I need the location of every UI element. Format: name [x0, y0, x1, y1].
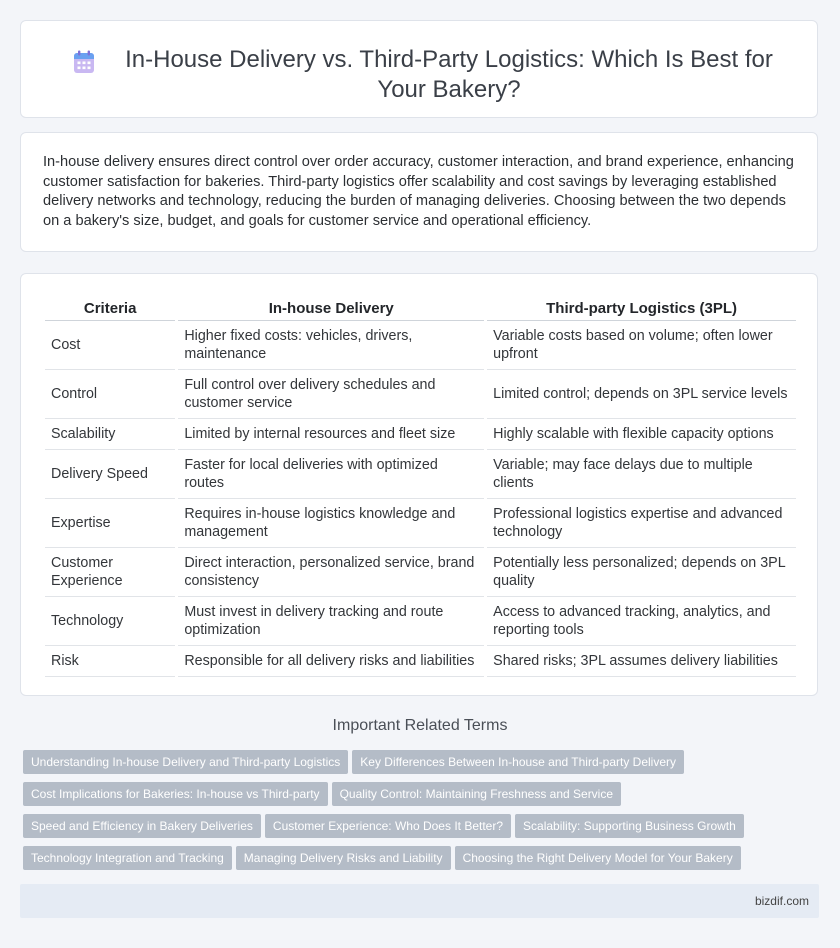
in-house-cell: Limited by internal resources and fleet size [178, 419, 484, 450]
comparison-table-card [20, 273, 818, 696]
table-row [45, 597, 796, 646]
in-house-cell: Faster for local deliveries with optimized routes [178, 450, 484, 499]
in-house-cell: Must invest in delivery tracking and route optimization [178, 597, 484, 646]
criteria-cell: Technology [45, 597, 175, 646]
intro-card [20, 132, 818, 252]
related-term-tag[interactable]: Quality Control: Maintaining Freshness and Service [332, 782, 621, 806]
table-row [45, 646, 796, 677]
criteria-cell: Expertise [45, 499, 175, 548]
site-link[interactable]: bizdif.com [754, 894, 809, 908]
calendar-icon [73, 50, 95, 74]
table-row [45, 499, 796, 548]
column-header-in-house: In-house Delivery [178, 296, 484, 321]
3pl-cell: Access to advanced tracking, analytics, and reporting tools [487, 597, 796, 646]
3pl-cell: Highly scalable with flexible capacity options [487, 419, 796, 450]
related-term-tag[interactable]: Customer Experience: Who Does It Better? [265, 814, 511, 838]
criteria-cell: Cost [45, 321, 175, 370]
related-term-tag[interactable]: Scalability: Supporting Business Growth [515, 814, 744, 838]
3pl-cell: Limited control; depends on 3PL service levels [487, 370, 796, 419]
related-term-tag[interactable]: Choosing the Right Delivery Model for Your Bakery [455, 846, 741, 870]
column-header-3pl: Third-party Logistics (3PL) [487, 296, 796, 321]
table-header-row [45, 296, 796, 321]
related-term-tag[interactable]: Key Differences Between In-house and Third-party Delivery [352, 750, 684, 774]
3pl-cell: Professional logistics expertise and advanced technology [487, 499, 796, 548]
header-card [20, 20, 818, 118]
criteria-cell: Delivery Speed [45, 450, 175, 499]
related-terms-list [23, 750, 803, 878]
table-row [45, 370, 796, 419]
comparison-table [42, 296, 799, 677]
criteria-cell: Control [45, 370, 175, 419]
in-house-cell: Requires in-house logistics knowledge and management [178, 499, 484, 548]
related-term-tag[interactable]: Understanding In-house Delivery and Third-party Logistics [23, 750, 348, 774]
footer-bar [20, 884, 819, 918]
3pl-cell: Shared risks; 3PL assumes delivery liabilities [487, 646, 796, 677]
table-row [45, 548, 796, 597]
in-house-cell: Full control over delivery schedules and customer service [178, 370, 484, 419]
title-wrap [61, 45, 797, 105]
related-term-tag[interactable]: Cost Implications for Bakeries: In-house vs Third-party [23, 782, 328, 806]
page-title: In-House Delivery vs. Third-Party Logistics: Which Is Best for Your Bakery? [125, 46, 773, 103]
related-term-tag[interactable]: Speed and Efficiency in Bakery Deliveries [23, 814, 261, 838]
in-house-cell: Higher fixed costs: vehicles, drivers, maintenance [178, 321, 484, 370]
related-terms-title: Important Related Terms [332, 717, 508, 734]
in-house-cell: Responsible for all delivery risks and liabilities [178, 646, 484, 677]
table-row [45, 321, 796, 370]
related-term-tag[interactable]: Technology Integration and Tracking [23, 846, 232, 870]
table-row [45, 419, 796, 450]
intro-paragraph: In-house delivery ensures direct control over order accuracy, customer interaction, and brand experience, enhancing customer satisfaction for bakeries. Third-party logistics offer scalability and cost savings by leveraging established delivery networks and technology, reducing the burden of managing deliveries. Choosing between the two depends on a bakery's size, budget, and goals for customer service and operational efficiency. [43, 154, 794, 229]
related-term-tag[interactable]: Managing Delivery Risks and Liability [236, 846, 451, 870]
3pl-cell: Variable costs based on volume; often lower upfront [487, 321, 796, 370]
3pl-cell: Variable; may face delays due to multiple clients [487, 450, 796, 499]
column-header-criteria: Criteria [45, 296, 175, 321]
3pl-cell: Potentially less personalized; depends on 3PL quality [487, 548, 796, 597]
table-row [45, 450, 796, 499]
criteria-cell: Risk [45, 646, 175, 677]
in-house-cell: Direct interaction, personalized service, brand consistency [178, 548, 484, 597]
criteria-cell: Customer Experience [45, 548, 175, 597]
criteria-cell: Scalability [45, 419, 175, 450]
